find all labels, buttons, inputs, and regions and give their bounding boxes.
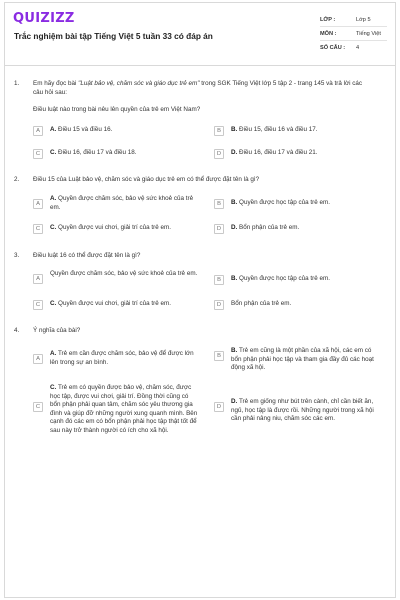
option-letter-box: D (214, 402, 224, 412)
option-text: D. Điều 16, điều 17 và điều 21. (231, 149, 318, 156)
question-lead: Em hãy đọc bài (33, 80, 79, 87)
option-letter-box: D (214, 224, 224, 234)
meta-label: LỚP : (320, 17, 336, 23)
option-text: D. Trẻ em giống như bút trên cành, chỉ cần biết ăn, ngủ, học tập là được rồi. Những người trong xã hội cần phải nâng niu, chăm sóc các em. (231, 398, 374, 423)
option-letter-box: C (33, 300, 43, 310)
option-text: Quyền được chăm sóc, bảo vệ sức khoẻ của trẻ em. (50, 270, 198, 277)
option-text: Bổn phận của trẻ em. (231, 300, 292, 307)
option-text: C. Trẻ em có quyền được bảo vệ, chăm sóc, được học tập, được vui chơi, giải trí. Đồng thời cũng có bổn phận phải quan tâm, chăm sóc yêu thương gia đình và giúp đỡ những người xung quanh mình. Bên cạnh đó các em có bổn phận phải học tập thật tốt để sau này trở thành người có ích cho xã hội. (50, 384, 198, 434)
option-text: C. Quyền được vui chơi, giải trí của trẻ em. (50, 224, 171, 231)
question-text: Điều luật 16 có thể được đặt tên là gì? (33, 252, 141, 259)
meta-value: 4 (356, 45, 360, 51)
option-letter-box: C (33, 224, 43, 234)
header-divider (4, 65, 396, 66)
option-letter-box: A (33, 354, 43, 364)
option-letter-box: D (214, 149, 224, 159)
question-rest: trong SGK Tiếng Việt lớp 5 tập 2 - trang 145 và trả lời các câu hỏi sau: (33, 80, 363, 96)
question-number: 4. (14, 327, 20, 334)
option-text: B. Quyền được học tập của trẻ em. (231, 199, 331, 206)
option-letter-box: C (33, 402, 43, 412)
meta-label: MÔN : (320, 31, 337, 37)
option-letter-box: B (214, 351, 224, 361)
option-text: B. Điều 15, điều 16 và điều 17. (231, 126, 318, 133)
meta-divider (320, 40, 387, 41)
option-text: B. Trẻ em cũng là một phần của xã hội, các em có bổn phận phải học tập và tham gia đầy đủ các hoạt động xã hội. (231, 347, 374, 372)
option-letter-box: A (33, 126, 43, 136)
option-letter-box: B (214, 275, 224, 285)
option-text: C. Quyền được vui chơi, giải trí của trẻ em. (50, 300, 171, 307)
option-text: C. Điều 16, điều 17 và điều 18. (50, 149, 137, 156)
option-letter-box: C (33, 149, 43, 159)
question-quote: "Luật bảo vệ, chăm sóc và giáo dục trẻ em" (78, 80, 200, 87)
question-text (33, 80, 373, 98)
option-text: A. Quyền được chăm sóc, bảo vệ sức khoẻ của trẻ em. (50, 195, 194, 211)
option-text: B. Quyền được học tập của trẻ em. (231, 275, 331, 282)
question-text: Điều 15 của Luật bảo vệ, chăm sóc và giáo dục trẻ em có thể được đặt tên là gì? (33, 176, 260, 183)
option-letter-box: B (214, 126, 224, 136)
page-title: Trắc nghiệm bài tập Tiếng Việt 5 tuần 33 có đáp án (14, 31, 213, 41)
option-text: D. Bổn phận của trẻ em. (231, 224, 300, 231)
option-letter-box: D (214, 300, 224, 310)
option-text: A. Điều 15 và điều 16. (50, 126, 113, 133)
option-letter-box: A (33, 199, 43, 209)
option-letter-box: B (214, 199, 224, 209)
quizizz-logo: QUIZIZZ (13, 11, 75, 26)
option-text: A. Trẻ em cần được chăm sóc, bảo vệ để được lớn lên trong sự an bình. (50, 350, 194, 366)
question-number: 2. (14, 176, 20, 183)
option-letter-box: A (33, 274, 43, 284)
meta-value: Lớp 5 (356, 17, 371, 23)
meta-divider (320, 26, 387, 27)
question-subtext: Điều luật nào trong bài nêu lên quyền của trẻ em Việt Nam? (33, 106, 201, 113)
meta-value: Tiếng Việt (356, 31, 381, 37)
question-number: 1. (14, 80, 20, 87)
question-text: Ý nghĩa của bài? (33, 327, 81, 334)
question-number: 3. (14, 252, 20, 259)
meta-label: SỐ CÂU : (320, 45, 346, 51)
